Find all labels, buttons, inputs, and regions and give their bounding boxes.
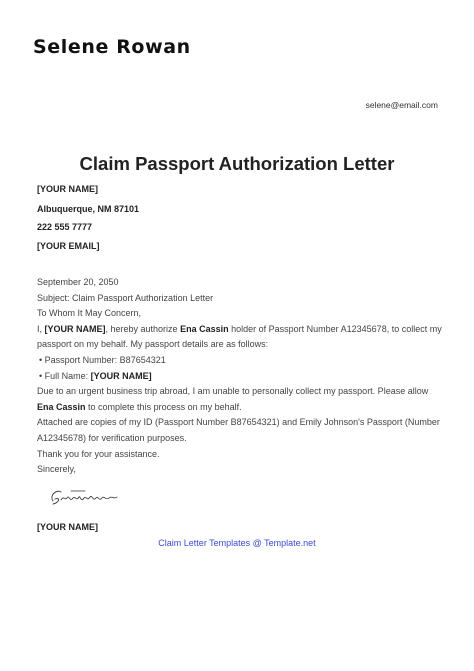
letter-date: September 20, 2050 [37, 277, 119, 287]
letter-body [37, 275, 447, 478]
sender-phone: 222 555 7777 [37, 222, 93, 232]
sender-name: [YOUR NAME] [37, 184, 98, 194]
para1-mid: , hereby authorize [105, 323, 181, 334]
document-title: Claim Passport Authorization Letter [79, 153, 395, 174]
bullet-passport-number: • Passport Number: B87654321 [39, 354, 166, 365]
para1-agent-name: Ena Cassin [180, 323, 229, 334]
sender-address: Albuquerque, NM 87101 [37, 204, 140, 214]
letter-subject: Subject: Claim Passport Authorization Letter [37, 292, 214, 303]
para2-end: to complete this process on my behalf. [85, 401, 242, 412]
paragraph-attachments: Attached are copies of my ID (Passport Number B87654321) and Emily Johnson's Passport (Number A12345678) for verification purposes. [37, 417, 440, 443]
template-link[interactable]: Claim Letter Templates @ Template.net [158, 538, 316, 548]
paragraph-authorization [37, 322, 447, 353]
fullname-label: • Full Name: [39, 370, 91, 381]
para1-prefix: I, [37, 323, 45, 334]
paragraph-thanks: Thank you for your assistance. [37, 448, 160, 459]
header-email: selene@email.com [365, 100, 438, 110]
para1-your-name: [YOUR NAME] [44, 323, 106, 334]
header-name: Selene Rowan [33, 36, 191, 58]
fullname-value: [YOUR NAME] [90, 370, 152, 381]
sender-email: [YOUR EMAIL] [37, 241, 100, 251]
letter-salutation: To Whom It May Concern, [37, 308, 142, 319]
letter-closing: Sincerely, [37, 464, 76, 475]
para2-start: Due to an urgent business trip abroad, I am unable to personally collect my passport. Please allow [37, 386, 429, 397]
paragraph-reason [37, 384, 447, 415]
para2-agent-name: Ena Cassin [37, 401, 86, 412]
signature-graphic [47, 483, 127, 509]
signer-name: [YOUR NAME] [37, 522, 98, 532]
bullet-full-name [37, 369, 447, 385]
para1-suffix: holder of Passport Number A12345678, to collect my passport on my behalf. My passport details are as follows: [37, 323, 442, 350]
